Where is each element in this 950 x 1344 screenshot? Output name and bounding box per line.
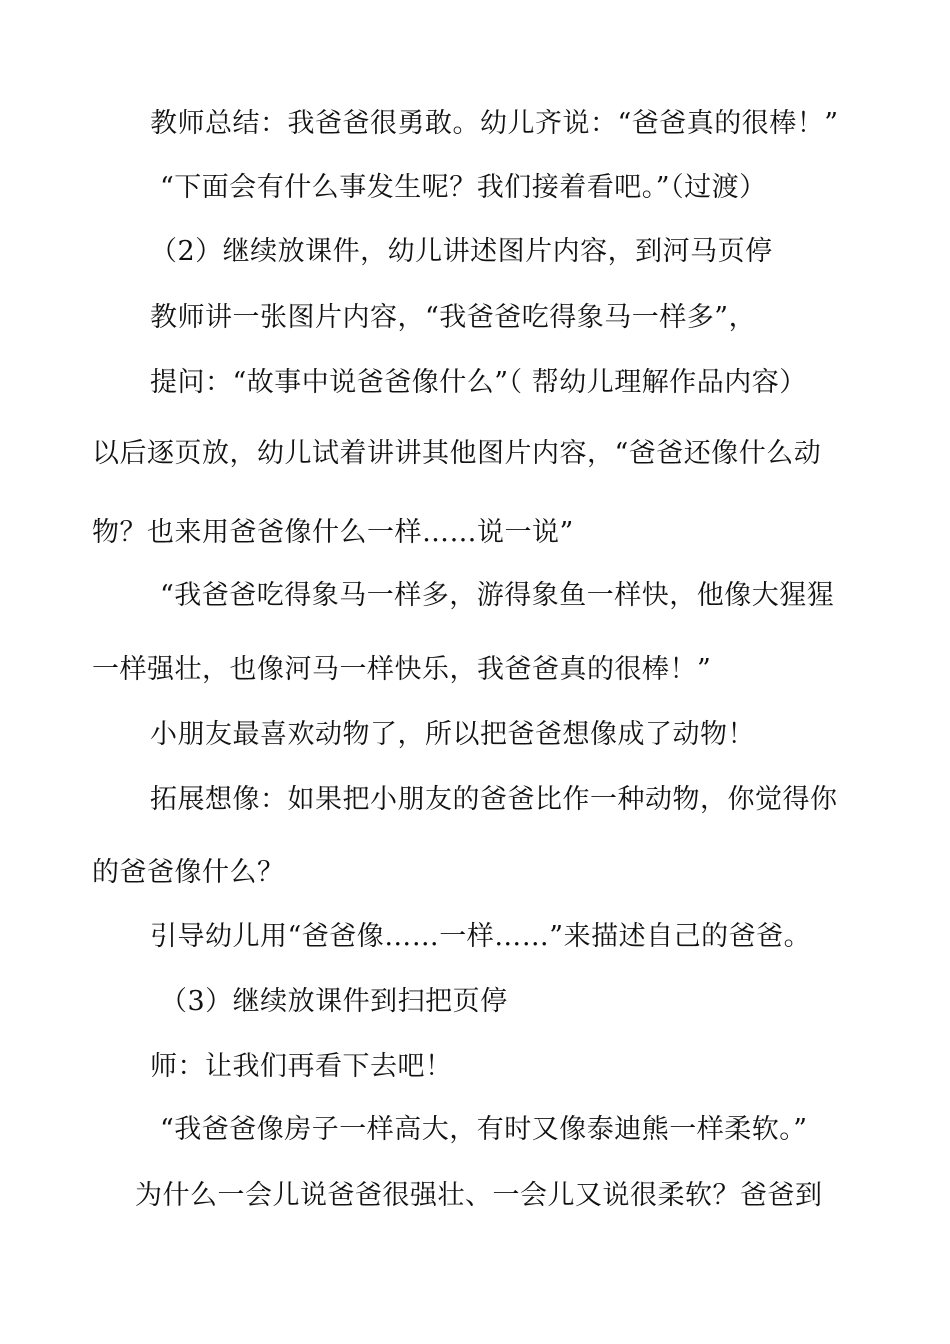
text-line-13: 引导幼儿用“爸爸像……一样……”来描述自己的爸爸。 bbox=[150, 921, 812, 952]
text-line-2: “下面会有什么事发生呢？我们接着看吧。”（过渡） bbox=[160, 172, 767, 203]
text-line-3: （2）继续放课件，幼儿讲述图片内容，到河马页停 bbox=[150, 236, 773, 267]
text-line-4: 教师讲一张图片内容，“我爸爸吃得象马一样多”， bbox=[150, 302, 757, 333]
text-line-9: 一样强壮，也像河马一样快乐，我爸爸真的很棒！” bbox=[92, 654, 712, 685]
text-line-11: 拓展想像：如果把小朋友的爸爸比作一种动物，你觉得你 bbox=[150, 784, 838, 815]
text-line-7: 物？也来用爸爸像什么一样……说一说” bbox=[92, 517, 574, 548]
text-line-14: （3）继续放课件到扫把页停 bbox=[160, 986, 508, 1017]
text-line-12: 的爸爸像什么？ bbox=[92, 857, 285, 888]
text-line-15: 师：让我们再看下去吧！ bbox=[150, 1051, 453, 1082]
text-line-1: 教师总结：我爸爸很勇敢。幼儿齐说：“爸爸真的很棒！” bbox=[150, 108, 839, 139]
text-line-5: 提问：“故事中说爸爸像什么”（ 帮幼儿理解作品内容） bbox=[150, 367, 807, 398]
text-line-6: 以后逐页放，幼儿试着讲讲其他图片内容，“爸爸还像什么动 bbox=[92, 438, 822, 469]
text-line-17: 为什么一会儿说爸爸很强壮、一会儿又说很柔软？爸爸到 bbox=[135, 1180, 823, 1211]
text-line-10: 小朋友最喜欢动物了，所以把爸爸想像成了动物！ bbox=[150, 719, 755, 750]
text-line-8: “我爸爸吃得象马一样多，游得象鱼一样快，他像大猩猩 bbox=[160, 580, 835, 611]
text-line-16: “我爸爸像房子一样高大，有时又像泰迪熊一样柔软。” bbox=[160, 1114, 808, 1145]
